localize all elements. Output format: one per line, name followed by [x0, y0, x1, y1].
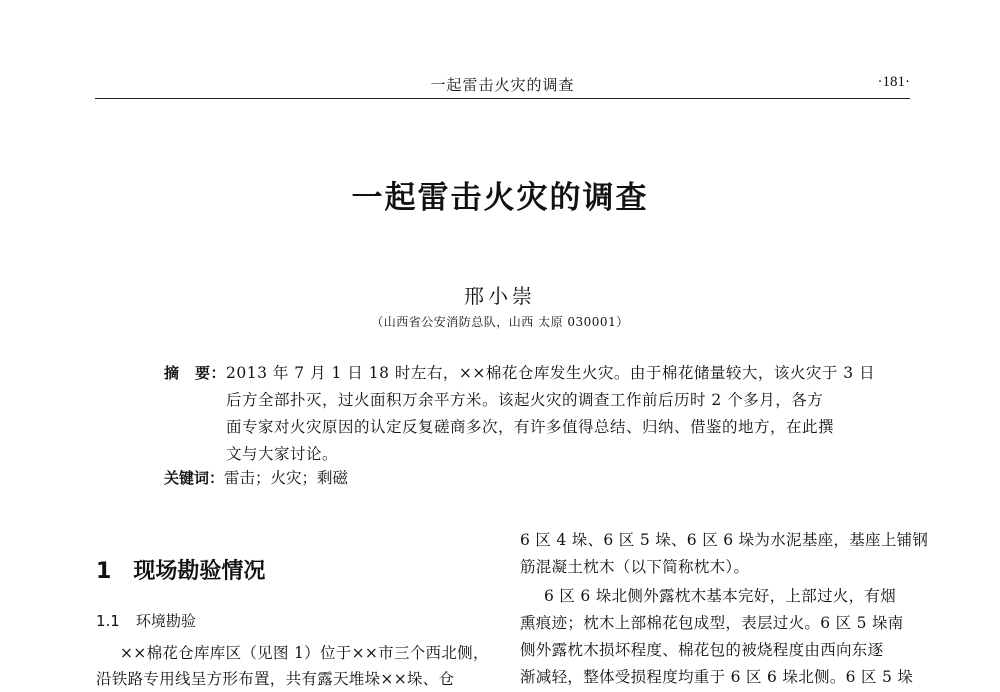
left-column-line: 沿铁路专用线呈方形布置，共有露天堆垛××垛、仓 — [96, 670, 455, 688]
section-heading — [96, 554, 265, 585]
keywords-label: 关键词： — [164, 469, 225, 487]
subsection-number: 1.1 — [96, 612, 120, 630]
keywords — [164, 466, 348, 488]
right-column-line: 筋混凝土枕木（以下简称枕木）。 — [520, 558, 750, 576]
right-column-line: 6 区 6 垛北侧外露枕木基本完好，上部过火，有烟 — [544, 587, 897, 605]
abstract-label: 摘 要： — [164, 364, 227, 382]
keywords-value: 雷击；火灾；剩磁 — [224, 469, 349, 487]
running-header — [95, 68, 910, 99]
right-column-line: 熏痕迹；枕木上部棉花包成型，表层过火。6 区 5 垛南 — [520, 614, 904, 632]
right-column-line: 6 区 4 垛、6 区 5 垛、6 区 6 垛为水泥基座，基座上铺钢 — [520, 531, 929, 549]
right-column-line: 侧外露枕木损坏程度、棉花包的被烧程度由西向东逐 — [520, 641, 884, 659]
subsection-title: 环境勘验 — [135, 612, 196, 630]
left-column-line: ××棉花仓库库区（见图 1）位于××市三个西北侧， — [120, 644, 489, 662]
abstract-line: 面专家对火灾原因的认定反复磋商多次，有许多值得总结、归纳、借鉴的地方，在此撰 — [226, 418, 835, 436]
right-column-line: 渐减轻，整体受损程度均重于 6 区 6 垛北侧。6 区 5 垛 — [520, 668, 914, 686]
article-title: 一起雷击火灾的调查 — [351, 180, 649, 216]
abstract-line: 2013 年 7 月 1 日 18 时左右，××棉花仓库发生火灾。由于棉花储量较大，该火灾于 3 日 — [226, 364, 876, 382]
section-title: 现场勘验情况 — [133, 559, 266, 584]
affiliation: （山西省公安消防总队，山西 太原 030001） — [371, 315, 629, 329]
author: 邢小崇 — [464, 284, 536, 308]
subsection-heading — [96, 610, 196, 631]
page-number: ·181· — [877, 74, 910, 90]
section-number: 1 — [96, 559, 112, 584]
abstract-line: 后方全部扑灭，过火面积万余平方米。该起火灾的调查工作前后历时 2 个多月，各方 — [226, 391, 824, 409]
abstract-line: 文与大家讨论。 — [226, 445, 339, 463]
running-title: 一起雷击火灾的调查 — [430, 76, 575, 94]
